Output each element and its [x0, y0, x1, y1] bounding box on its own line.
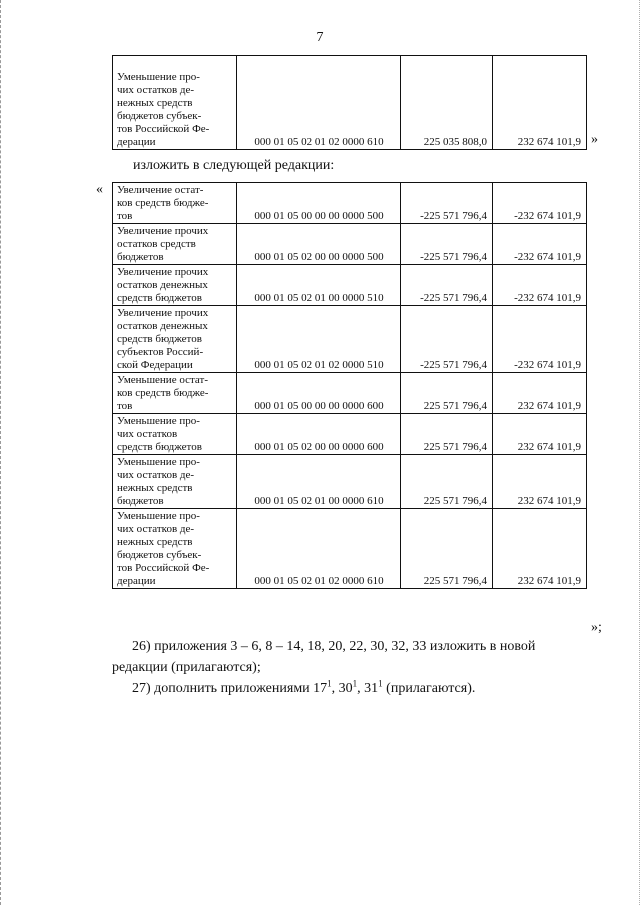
row-code: 000 01 05 00 00 00 0000 500: [237, 183, 401, 224]
row-value-1: -225 571 796,4: [401, 265, 493, 306]
superscript-1: 1: [327, 678, 332, 689]
row-code: 000 01 05 02 00 00 0000 600: [237, 414, 401, 455]
row-value-1: 225 571 796,4: [401, 509, 493, 589]
row-value-2: -232 674 101,9: [493, 183, 587, 224]
table-row: [113, 509, 587, 589]
superscript-2: 1: [352, 678, 358, 689]
paragraph-26: 26) приложения 3 – 6, 8 – 14, 18, 20, 22, 30, 32, 33 изложить в новой редакции (прилагаются);: [112, 639, 536, 675]
paragraph-27-part-2: , 30: [331, 681, 353, 696]
row-code: 000 01 05 02 01 00 0000 510: [237, 265, 401, 306]
row-code: 000 01 05 00 00 00 0000 600: [237, 373, 401, 414]
opening-quote: «: [96, 182, 103, 197]
row-name: Уменьшение про- чих остатков де- нежных средств бюджетов субъек- тов Российской Фе- дерации: [113, 509, 237, 589]
table-row: [113, 306, 587, 373]
page-number: 7: [316, 30, 324, 45]
row-name: Увеличение остат- ков средств бюдже- тов: [113, 183, 237, 224]
instruction-text: изложить в следующей редакции:: [133, 158, 335, 173]
row-value-2: 232 674 101,9: [493, 373, 587, 414]
table-row: [113, 224, 587, 265]
row-value-2: -232 674 101,9: [493, 265, 587, 306]
table-row: [113, 265, 587, 306]
row-code: 000 01 05 02 01 02 0000 610: [237, 509, 401, 589]
closing-quote-2: »;: [591, 620, 602, 635]
paragraph-27-suffix: (прилагаются).: [382, 681, 476, 696]
row-value-1: 225 571 796,4: [401, 373, 493, 414]
row-value-2: -232 674 101,9: [493, 224, 587, 265]
scan-right-edge: [636, 0, 640, 905]
row-name: Уменьшение остат- ков средств бюдже- тов: [113, 373, 237, 414]
row-value-1: 225 571 796,4: [401, 455, 493, 509]
table-row: [113, 56, 587, 150]
table-row: [113, 373, 587, 414]
row-code: 000 01 05 02 01 02 0000 510: [237, 306, 401, 373]
row-value-1: -225 571 796,4: [401, 183, 493, 224]
row-code: 000 01 05 02 00 00 0000 500: [237, 224, 401, 265]
row-code: 000 01 05 02 01 02 0000 610: [237, 56, 401, 150]
table-row: [113, 183, 587, 224]
row-name: Увеличение прочих остатков средств бюджетов: [113, 224, 237, 265]
row-value-1: 225 035 808,0: [401, 56, 493, 150]
table-row: [113, 414, 587, 455]
row-value-1: -225 571 796,4: [401, 224, 493, 265]
row-name: Увеличение прочих остатков денежных средств бюджетов субъектов Россий- ской Федерации: [113, 306, 237, 373]
row-value-2: 232 674 101,9: [493, 455, 587, 509]
row-name: Уменьшение про- чих остатков де- нежных средств бюджетов: [113, 455, 237, 509]
row-value-2: -232 674 101,9: [493, 306, 587, 373]
scan-left-edge: [0, 0, 5, 905]
paragraph-27: [112, 678, 592, 699]
row-name: Увеличение прочих остатков денежных средств бюджетов: [113, 265, 237, 306]
paragraph-27-prefix: 27) дополнить приложениями 17: [132, 681, 328, 696]
row-value-1: 225 571 796,4: [401, 414, 493, 455]
row-code: 000 01 05 02 01 00 0000 610: [237, 455, 401, 509]
paragraph-27-part-3: , 31: [357, 681, 379, 696]
row-name: Уменьшение про- чих остатков средств бюджетов: [113, 414, 237, 455]
table-row: [113, 455, 587, 509]
row-value-1: -225 571 796,4: [401, 306, 493, 373]
row-name: Уменьшение про- чих остатков де- нежных средств бюджетов субъек- тов Российской Фе- дерации: [113, 56, 237, 150]
table-before: [112, 55, 587, 150]
row-value-2: 232 674 101,9: [493, 56, 587, 150]
table-after: [112, 182, 587, 589]
superscript-3: 1: [378, 678, 383, 689]
row-value-2: 232 674 101,9: [493, 509, 587, 589]
row-value-2: 232 674 101,9: [493, 414, 587, 455]
closing-quote-1: »: [591, 132, 598, 147]
